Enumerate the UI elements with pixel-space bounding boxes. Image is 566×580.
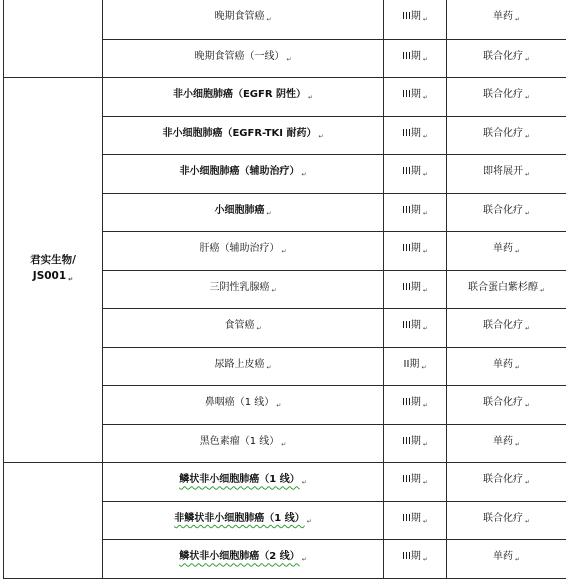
trial-phase-cell [384, 0, 447, 39]
trial-phase: III期 [402, 551, 421, 563]
indication: 肝癌（辅助治疗） [199, 243, 280, 255]
table-row [4, 0, 566, 39]
trial-phase-cell [384, 540, 447, 579]
paragraph-mark: ↵ [514, 363, 521, 371]
therapy-type-cell [447, 78, 566, 117]
indication-cell [103, 39, 384, 78]
trial-phase: III期 [402, 512, 421, 524]
trial-phase-cell [384, 424, 447, 463]
paragraph-mark: ↵ [514, 440, 521, 448]
therapy-type: 单药 [492, 11, 513, 23]
trial-phase-cell [384, 39, 447, 78]
paragraph-mark: ↵ [422, 286, 428, 294]
therapy-type-cell [447, 39, 566, 78]
paragraph-mark: ↵ [422, 132, 428, 140]
trial-phase: III期 [402, 435, 421, 447]
paragraph-mark: ↵ [422, 517, 428, 525]
paragraph-mark: ↵ [68, 276, 74, 283]
indication-cell [103, 232, 384, 271]
trial-phase: III期 [402, 320, 421, 332]
paragraph-mark: ↵ [422, 171, 428, 179]
indication-cell [103, 424, 384, 463]
indication: 非小细胞肺癌（辅助治疗） [179, 166, 300, 178]
paragraph-mark: ↵ [524, 517, 531, 525]
indication: 小细胞肺癌 [214, 204, 265, 216]
indication: 非小细胞肺癌（EGFR 阴性） [172, 89, 307, 101]
paragraph-mark: ↵ [422, 248, 428, 256]
paragraph-mark: ↵ [276, 402, 282, 410]
indication-cell [103, 116, 384, 155]
paragraph-mark: ↵ [524, 479, 531, 487]
indication-cell [103, 347, 384, 386]
trial-phase: III期 [402, 281, 421, 293]
therapy-type-cell [447, 116, 566, 155]
company-code: JS001 [32, 270, 67, 282]
therapy-type: 联合化疗 [482, 127, 523, 139]
trial-phase-cell [384, 270, 447, 309]
indication-cell [103, 193, 384, 232]
therapy-type: 联合蛋白紫杉醇 [467, 281, 538, 293]
paragraph-mark: ↵ [421, 363, 427, 371]
paragraph-mark: ↵ [422, 402, 428, 410]
therapy-type: 联合化疗 [482, 397, 523, 409]
therapy-type-cell [447, 155, 566, 194]
paragraph-mark: ↵ [306, 517, 312, 525]
paragraph-mark: ↵ [524, 94, 531, 102]
paragraph-mark: ↵ [256, 325, 262, 333]
paragraph-mark: ↵ [266, 16, 272, 24]
therapy-type-cell [447, 232, 566, 271]
indication: 尿路上皮癌 [214, 358, 265, 370]
therapy-type-cell [447, 501, 566, 540]
paragraph-mark: ↵ [539, 286, 546, 294]
paragraph-mark: ↵ [422, 479, 428, 487]
paragraph-mark: ↵ [514, 556, 521, 564]
company-cell [4, 78, 103, 463]
indication-cell [103, 270, 384, 309]
paragraph-mark: ↵ [271, 286, 277, 294]
therapy-type: 单药 [492, 358, 513, 370]
paragraph-mark: ↵ [301, 171, 307, 179]
paragraph-mark: ↵ [286, 55, 292, 63]
therapy-type: 单药 [492, 551, 513, 563]
indication: 食管癌 [224, 320, 255, 332]
indication: 鳞状非小细胞肺癌（2 线） [179, 551, 300, 563]
therapy-type: 联合化疗 [482, 512, 523, 524]
trial-phase: III期 [402, 397, 421, 409]
therapy-type: 联合化疗 [482, 89, 523, 101]
paragraph-mark: ↵ [308, 94, 314, 102]
indication: 晚期食管癌 [214, 11, 265, 23]
therapy-type: 联合化疗 [482, 474, 523, 486]
trial-phase-cell [384, 155, 447, 194]
paragraph-mark: ↵ [301, 556, 307, 564]
indication-cell [103, 155, 384, 194]
trial-phase: III期 [402, 166, 421, 178]
indication: 非小细胞肺癌（EGFR-TKI 耐药） [162, 127, 317, 139]
company-name-line1: 君实生物/ [30, 254, 76, 266]
paragraph-mark: ↵ [422, 209, 428, 217]
indication: 鼻咽癌（1 线） [204, 397, 275, 409]
indication-cell [103, 78, 384, 117]
trial-phase: III期 [402, 204, 421, 216]
trial-phase-cell [384, 309, 447, 348]
trial-phase: II期 [403, 358, 420, 370]
indication: 非鳞状非小细胞肺癌（1 线） [174, 512, 305, 524]
trial-phase: III期 [402, 474, 421, 486]
therapy-type-cell [447, 424, 566, 463]
indication: 黑色素瘤（1 线） [199, 435, 280, 447]
paragraph-mark: ↵ [524, 209, 531, 217]
paragraph-mark: ↵ [318, 132, 324, 140]
table-body [4, 0, 566, 578]
paragraph-mark: ↵ [422, 440, 428, 448]
therapy-type-cell [447, 309, 566, 348]
paragraph-mark: ↵ [266, 209, 272, 217]
table-row [4, 463, 566, 502]
trial-phase: III期 [402, 11, 421, 23]
paragraph-mark: ↵ [422, 55, 428, 63]
therapy-type-cell [447, 193, 566, 232]
indication-cell [103, 463, 384, 502]
paragraph-mark: ↵ [266, 363, 272, 371]
paragraph-mark: ↵ [281, 440, 287, 448]
indication-cell [103, 386, 384, 425]
indication-cell [103, 501, 384, 540]
paragraph-mark: ↵ [281, 248, 287, 256]
therapy-type-cell [447, 540, 566, 579]
therapy-type: 联合化疗 [482, 50, 523, 62]
indication-cell [103, 540, 384, 579]
therapy-type-cell [447, 386, 566, 425]
paragraph-mark: ↵ [422, 94, 428, 102]
paragraph-mark: ↵ [514, 248, 521, 256]
paragraph-mark: ↵ [422, 556, 428, 564]
paragraph-mark: ↵ [524, 132, 531, 140]
paragraph-mark: ↵ [524, 325, 531, 333]
trial-phase: III期 [402, 127, 421, 139]
indication-cell [103, 0, 384, 39]
therapy-type: 单药 [492, 435, 513, 447]
therapy-type: 联合化疗 [482, 204, 523, 216]
trial-phase-cell [384, 78, 447, 117]
trial-phase-cell [384, 193, 447, 232]
therapy-type: 即将展开 [482, 166, 523, 178]
trial-phase: III期 [402, 50, 421, 62]
paragraph-mark: ↵ [301, 479, 307, 487]
company-cell-previous [4, 0, 103, 78]
indication: 三阴性乳腺癌 [209, 281, 270, 293]
paragraph-mark: ↵ [422, 325, 428, 333]
therapy-type-cell [447, 270, 566, 309]
therapy-type: 单药 [492, 243, 513, 255]
trial-phase-cell [384, 386, 447, 425]
paragraph-mark: ↵ [514, 16, 521, 24]
trial-phase-cell [384, 347, 447, 386]
indication-cell [103, 309, 384, 348]
trial-phase-cell [384, 232, 447, 271]
company-cell-next [4, 463, 103, 579]
trial-phase-cell [384, 501, 447, 540]
paragraph-mark: ↵ [524, 171, 531, 179]
trial-phase-cell [384, 116, 447, 155]
trial-phase: III期 [402, 89, 421, 101]
therapy-type-cell [447, 0, 566, 39]
therapy-type: 联合化疗 [482, 320, 523, 332]
therapy-type-cell [447, 463, 566, 502]
indication: 鳞状非小细胞肺癌（1 线） [179, 474, 300, 486]
indication: 晚期食管癌（一线） [194, 50, 285, 62]
clinical-trials-table [3, 0, 566, 579]
therapy-type-cell [447, 347, 566, 386]
table-row [4, 78, 566, 117]
company-name [4, 252, 102, 288]
trial-phase: III期 [402, 243, 421, 255]
paragraph-mark: ↵ [524, 402, 531, 410]
trial-phase-cell [384, 463, 447, 502]
paragraph-mark: ↵ [422, 16, 428, 24]
paragraph-mark: ↵ [524, 55, 531, 63]
